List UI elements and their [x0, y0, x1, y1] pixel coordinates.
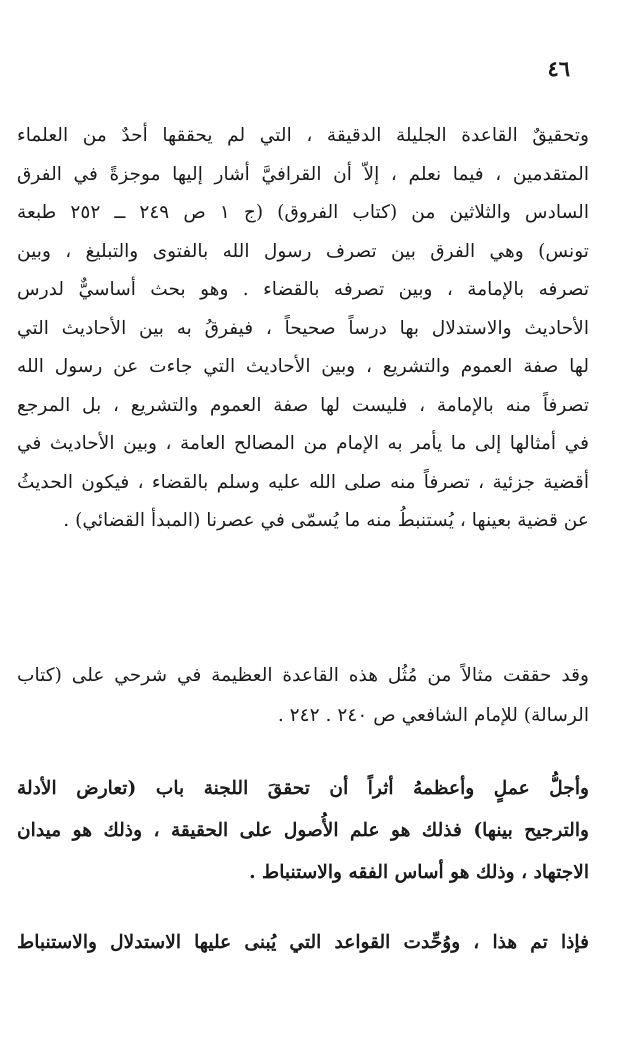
- text-line: عن قضية بعينها ، يُستنبطُ منه ما يُسمّى في عصرنا (المبدأ القضائي) .: [63, 510, 589, 531]
- text-line: وقد حققت مثالاً من مُثُل هذه القاعدة العظيمة في شرحي على (كتاب: [17, 665, 589, 686]
- text-line: أقضية جزئية ، تصرفاً منه صلى الله عليه وسلم بالقضاء ، فيكون الحديثُ: [17, 471, 589, 493]
- text-line: لها صفة العموم والتشريع ، وبين الأحاديث التي جاءت عن رسول الله: [17, 356, 589, 377]
- text-line: المتقدمين ، فيما نعلم ، إلاّ أن القرافيَّ أشار إليها موجزةً في الفرق: [17, 163, 589, 185]
- text-line: تصرفاً منه بالإمامة ، فليست لها صفة العموم والتشريع ، بل المرجع: [17, 394, 589, 416]
- paragraph-2: [17, 656, 589, 736]
- text-line: السادس والثلاثين من (كتاب الفروق) (ج ١ ص ٢٤٩ ــ ٢٥٢ طبعة: [17, 202, 589, 223]
- paragraph-4: [17, 924, 589, 961]
- paragraph-1: [17, 117, 589, 541]
- text-line: تصرفه بالإمامة ، وبين تصرفه بالقضاء . وهو بحث أساسيٌّ لدرس: [17, 279, 589, 300]
- text-line: الأحاديث والاستدلال بها درساً صحيحاً ، فيفرقُ به بين الأحاديث التي: [17, 317, 589, 339]
- text-line: وتحقيقٌ القاعدة الجليلة الدقيقة ، التي لم يحققها أحدٌ من العلماء: [17, 125, 589, 146]
- text-line: وأجلُّ عملٍ وأعظمهُ أثراً أن تحققَ اللجنة باب (تعارض الأدلة: [17, 778, 589, 799]
- text-line: فإذا تم هذا ، ووُحِّدت القواعد التي يُبنى عليها الاستدلال والاستنباط: [17, 932, 589, 953]
- text-line: الاجتهاد ، وذلك هو أساس الفقه والاستنباط .: [249, 862, 589, 883]
- paragraph-3: [17, 768, 589, 894]
- text-line: في أمثالها إلى ما يأمر به الإمام من المصالح العامة ، وبين الأحاديث في: [17, 433, 589, 454]
- text-line: تونس) وهي الفرق بين تصرف رسول الله بالفتوى والتبليغ ، وبين: [17, 240, 589, 262]
- text-line: الرسالة) للإمام الشافعي ص ٢٤٠ . ٢٤٢ .: [277, 705, 589, 726]
- text-line: والترجيح بينها) فذلك هو علم الأُصول على الحقيقة ، وذلك هو ميدان: [17, 820, 589, 841]
- page-number: ٤٦: [547, 56, 570, 81]
